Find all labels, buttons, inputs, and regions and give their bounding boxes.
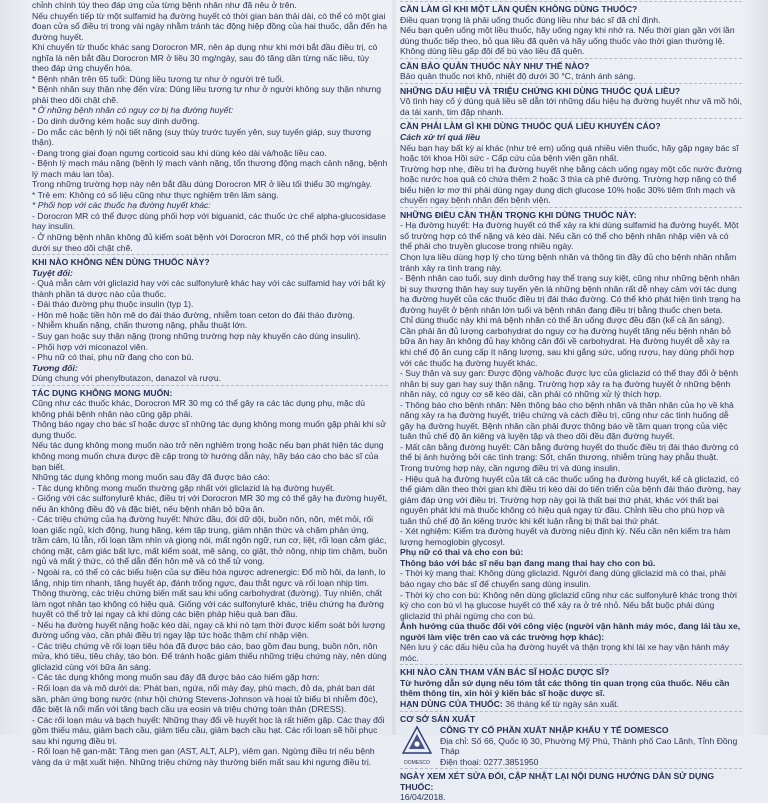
paragraph: - Rối loạn da và mô dưới da: Phát ban, ngứa, nổi mày đay, phù mạch, đỏ da, phát ban dát sần, phản ứng bọng nước (như hội chứng Stevens-Johnson và hoại tử biểu bì nhiễm độc), đặc biệt là nổi mẩn với tăng bạch cầu ưa eosin và triệu chứng toàn thân (DRESS). <box>32 683 378 715</box>
paragraph: Bảo quản thuốc nơi khô, nhiệt độ dưới 30 °C, tránh ánh sáng. <box>400 71 636 82</box>
section-divider <box>400 1 742 2</box>
paragraph: Chọn lựa liều dùng hợp lý cho từng bệnh nhân và thông tin đầy đủ cho bệnh nhân nhằm tránh xảy ra tình trạng này. <box>400 252 737 273</box>
section-divider <box>400 664 742 665</box>
paragraph: - Ở những bệnh nhân không đủ kiểm soát bệnh với Dorocron MR, có thể phối hợp với insulin dưới sự theo dõi chặt chẽ. <box>32 232 387 253</box>
section-divider <box>32 385 388 386</box>
paragraph: - Đang trong giai đoạn ngưng corticoid sau khi dùng kéo dài và/hoặc liều cao. <box>32 147 327 158</box>
paragraph: - Mất cân bằng đường huyết: Cân bằng đường huyết do thuốc điều trị đái tháo đường có thể bị ảnh hưởng bởi các tình trạng: Sốt, chấn thương, nhiễm trùng hay phẫu thuật. Trong trường hợp này, cần ngưng điều trị và dùng insulin. <box>400 441 739 473</box>
paragraph: - Tác dụng không mong muốn thường gặp nhất với gliclazid là hạ đường huyết. <box>32 482 335 493</box>
paragraph: Trường hợp nhẹ, điều trị hạ đường huyết nhẹ bằng cách uống ngay một cốc nước đường hoặc nước hoa quả có chứa thêm 2 hoặc 3 thìa cà phê đường. Trường hợp nặng có thể biểu hiện lơ mơ thì phải dùng ngay dung dịch glucose 10% hoặc 30% tiêm tĩnh mạch và chuyển ngay bệnh nhân đến bệnh viện. <box>400 163 742 206</box>
paragraph: Vô tình hay cố ý dùng quá liều sẽ dẫn tới những dấu hiệu hạ đường huyết như vã mồ hôi, da tái xanh, tim đập nhanh. <box>400 96 742 117</box>
paragraph: - Xét nghiệm: Kiểm tra đường huyết và đường niệu định kỳ. Nếu cần nên kiểm tra hàm lượng hemoglobin glycosyl. <box>400 526 731 547</box>
section-heading: KHI NÀO CẦN THAM VẤN BÁC SĨ HOẶC DƯỢC SĨ? <box>400 667 610 678</box>
bold-paragraph: Ảnh hưởng của thuốc đối với công việc (người vận hành máy móc, đang lái tàu xe, người làm việc trên cao và các trường hợp khác): <box>400 621 741 642</box>
paragraph: Thông báo ngay cho bác sĩ hoặc dược sĩ những tác dụng không mong muốn gặp phải khi sử dụng thuốc. <box>32 419 386 440</box>
paragraph: * Bệnh nhân trên 65 tuổi: Dùng liều tương tự như ở người trẻ tuổi. <box>32 73 285 84</box>
bold-paragraph: Từ hướng dẫn sử dụng nếu tóm tắt các thông tin quan trọng của thuốc. Nếu cần thêm thông tin, xin hỏi ý kiến bác sĩ hoặc dược sĩ. <box>400 677 730 699</box>
section-divider <box>400 207 742 208</box>
paragraph: Nếu bạn quên uống một liều thuốc, hãy uống ngay khi nhớ ra. Nếu thời gian gần với lần dùng thuốc tiếp theo, bỏ qua liều đã quên và hãy uống thuốc vào thời gian thường lệ. Không dùng liều gấp đôi để bù vào liều đã quên. <box>400 25 735 57</box>
subheading: * Ở những bệnh nhân có nguy cơ bị hạ đường huyết: <box>32 105 234 116</box>
paragraph: - Nhiễm khuẩn nặng, chấn thương nặng, phẫu thuật lớn. <box>32 320 248 331</box>
paragraph: Chỉ dùng thuốc này khi mà bệnh nhân có thể ăn uống được đều đặn (kể cả ăn sáng). Cần phải ăn đủ lượng carbohydrat do nguy cơ hạ đường huyết tăng nếu bệnh nhân bỏ bữa ăn hay ăn không đủ hay không cân đối về carbohydrat. Hạ đường huyết dễ xảy ra khi chế độ ăn cung cấp ít năng lượng, sau khi gắng sức, uống rượu, hay dùng phối hợp với các thuốc hạ đường huyết khác. <box>400 315 735 368</box>
page-fold-left <box>0 0 30 735</box>
paragraph: - Ngoài ra, có thể có các biểu hiện của sự điều hòa ngược adrenergic: Đổ mồ hôi, da lạnh, lo lắng, nhịp tim nhanh, tăng huyết áp, đánh trống ngực, đau thắt ngực và rối loạn nhịp tim. <box>32 566 386 588</box>
paragraph: - Đái tháo đường phụ thuộc insulin (typ 1). <box>32 299 194 310</box>
paragraph: - Các triệu chứng của hạ đường huyết: Nhức đầu, đói dữ dội, buồn nôn, nôn, mệt mỏi, rối loạn giấc ngủ, kích động, hung hăng, kém tập trung, giảm nhận thức và chậm phản ứng, trầm cảm, lú lẫn, rối loạn tầm nhìn và giọng nói, mất ngôn ngữ, run cơ, liệt, rối loạn cảm giác, chóng mặt, cảm giác bất lực, mất kiểm soát, mê sảng, co giật, thở nông, nhịp tim chậm, buồn ngủ và mất ý thức, có thể dẫn đến hôn mê và có thể tử vong. <box>32 514 388 567</box>
subheading: Tuyệt đối: <box>32 267 73 278</box>
paragraph: - Hiệu quả hạ đường huyết của tất cả các thuốc uống hạ đường huyết, kể cả gliclazid, có thể giảm dần theo thời gian khi điều trị kéo dài do tiến triển của bệnh đái tháo đường, hay giảm đáp ứng với điều trị. Trường hợp này gọi là thất bại thứ phát, khác với thất bại nguyên phát khi mà thuốc không có hiệu quả ngay từ đầu. Chỉnh liều cho phù hợp và tuân thủ chế độ ăn kiêng trước khi kết luận rằng bị thất bại thứ phát. <box>400 473 741 526</box>
bold-paragraph: Thông báo với bác sĩ nếu bạn đang mang thai hay cho con bú. <box>400 557 656 568</box>
subheading: Tương đối: <box>32 362 78 373</box>
paragraph: - Các rối loạn máu và bạch huyết: Những thay đổi về huyết học là rất hiếm gặp. Các thay đổi gồm thiếu máu, giảm bạch cầu, giảm tiểu cầu, giảm bạch cầu hạt. Các rối loạn sẽ hồi phục sau khi ngưng điều trị. <box>32 714 385 746</box>
paragraph: * Bệnh nhân suy thận nhẹ đến vừa: Dùng liều tương tự như ở người không suy thận nhưng phải theo dõi chặt chẽ. <box>32 84 382 105</box>
section-divider <box>32 254 388 255</box>
paragraph: - Thời kỳ mang thai: Không dùng gliclazid. Người đang dùng gliclazid mà có thai, phải báo ngay cho bác sĩ để chuyển sang dùng insulin. <box>400 568 726 589</box>
paragraph: - Quá mẫn cảm với gliclazid hay với các sulfonylurê khác hay với các sulfamid hay với bất kỳ thành phần tá dược nào của thuốc. <box>32 278 386 299</box>
paragraph: Những tác dụng không mong muốn sau đây đã được báo cáo: <box>32 472 270 483</box>
manufacturer-name: CÔNG TY CỔ PHẦN XUẤT NHẬP KHẨU Y TẾ DOMESCO <box>440 725 669 736</box>
paragraph: - Rối loạn hệ gan-mật: Tăng men gan (AST, ALT, ALP), viêm gan. Ngừng điều trị nếu bệnh vàng da ứ mật xuất hiện. Những triệu chứng này thường biến mất sau khi ngưng điều trị. <box>32 746 375 767</box>
section-heading: CẦN BẢO QUẢN THUỐC NÀY NHƯ THẾ NÀO? <box>400 60 590 71</box>
manufacturer-contact: Địa chỉ: Số 66, Quốc lộ 30, Phường Mỹ Phú, Thành phố Cao Lãnh, Tỉnh Đồng Tháp <box>440 735 738 757</box>
paragraph: - Các triệu chứng về rối loạn tiêu hóa đã được báo cáo, bao gồm đau bụng, buồn nôn, nôn mửa, khó tiêu, tiêu chảy, táo bón. Để tránh hoặc giảm thiểu những triệu chứng này, nên dùng gliclazid cùng với bữa ăn sáng. <box>32 640 387 672</box>
paragraph: Nếu tác dụng không mong muốn nào trở nên nghiêm trọng hoặc nếu bạn phát hiện tác dụng không mong muốn chưa được đề cập trong tờ hướng dẫn này, hãy báo cáo cho bác sĩ của bạn biết. <box>32 440 384 472</box>
domesco-logo-icon <box>400 725 434 766</box>
paragraph: - Giống với các sulfonylurê khác, điều trị với Dorocron MR 30 mg có thể gây hạ đường huyết, nếu ăn không điều độ và đặc biệt, nếu bệnh nhân bỏ bữa ăn. <box>32 493 388 514</box>
paragraph: - Phối hợp với miconazol viên. <box>32 341 148 352</box>
paragraph: - Bệnh lý mạch máu nặng (bệnh lý mạch vành nặng, tổn thương động mạch cảnh nặng, bệnh lý mạch máu lan tỏa). <box>32 158 388 179</box>
paragraph: Nếu chuyển tiếp từ một sulfamid hạ đường huyết có thời gian bán thải dài, có thể có một giai đoạn cửa sổ điều trị trong vài ngày nhằm tránh tác động hiệp đồng của hai thuốc, dẫn đến hạ đường huyết. <box>32 10 388 42</box>
paragraph: - Suy gan hoặc suy thận nặng (trong những trường hợp này khuyến cáo dùng insulin). <box>32 330 361 341</box>
paragraph: - Bệnh nhân cao tuổi, suy dinh dưỡng hay thể trạng suy kiệt, cũng như những bệnh nhân bị suy thượng thận hay suy tuyến yên là những bệnh nhân rất dễ nhạy cảm với tác dụng hạ đường huyết của các thuốc điều trị đái tháo đường. Có thể khó phát hiện tình trạng hạ đường huyết ở bệnh nhân lớn tuổi và bệnh nhân đang điều trị bằng thuốc chẹn beta. <box>400 273 741 315</box>
paragraph: - Suy thận và suy gan: Được động và/hoặc được lực của gliclazid có thể thay đổi ở bệnh nhân bị suy gan hay suy thận nặng. Trường hợp xảy ra hạ đường huyết ở những bệnh nhân này, có nguy cơ sẽ kéo dài, cần phải có những xử lý thích hợp. <box>400 368 738 400</box>
section-heading: NGÀY XEM XÉT SỬA ĐỔI, CẬP NHẬT LẠI NỘI DUNG HƯỚNG DẪN SỬ DỤNG THUỐC: <box>400 771 715 792</box>
manufacturer-contact: Điện thoại: 0277.3851950 <box>440 756 539 767</box>
paragraph: Thông thường, các triệu chứng biến mất sau khi uống carbohydrat (đường). Tuy nhiên, chất làm ngọt nhân tạo không có hiệu quả. Giống với các sulfonylurê khác, triệu chứng hạ đường huyết có thể trở lại ngay cả khi dùng các biện pháp hiệu quả ban đầu. <box>32 588 384 620</box>
paragraph: - Dorocron MR có thể được dùng phối hợp với biguanid, các thuốc ức chế alpha-glucosidase hay insulin. <box>32 210 386 232</box>
expiry-value: 36 tháng kể từ ngày sản xuất. <box>502 699 619 709</box>
section-divider <box>400 768 742 769</box>
paragraph: Nếu bạn hay bất kỳ ai khác (như trẻ em) uống quá nhiều viên thuốc, hãy gặp ngay bác sĩ hoặc tới khoa Hồi sức - Cấp cứu của bệnh viện gần nhất. <box>400 142 739 164</box>
paragraph: 16/04/2018. <box>400 792 446 803</box>
paragraph: Khi chuyển từ thuốc khác sang Dorocron MR, nên áp dụng như khi mới bắt đầu điều trị, có nghĩa là nên bắt đầu Dorocron MR ở liều 30 mg/ngày, sau đó tăng dần từng nấc liều, tùy theo đáp ứng chuyển hóa. <box>32 42 378 74</box>
section-heading: NHỮNG ĐIỀU CẦN THẬN TRỌNG KHI DÙNG THUỐC NÀY: <box>400 209 637 220</box>
paragraph: - Hạ đường huyết: Hạ đường huyết có thể xảy ra khi dùng sulfamid hạ đường huyết. Một số trường hợp có thể nặng và kéo dài. Nếu cần có thể cho bệnh nhân nhập viện và có thể phải cho truyền glucose trong nhiều ngày. <box>400 220 739 252</box>
paragraph: Nên lưu ý các dấu hiệu của hạ đường huyết và thận trọng khi lái xe hay vận hành máy móc. <box>400 642 730 663</box>
bold-paragraph: Phụ nữ có thai và cho con bú: <box>400 547 524 558</box>
section-heading: CẦN PHẢI LÀM GÌ KHI DÙNG THUỐC QUÁ LIỀU KHUYẾN CÁO? <box>400 121 661 132</box>
expiry-line <box>400 699 742 710</box>
section-divider <box>400 58 742 59</box>
paragraph: - Hôn mê hoặc tiền hôn mê do đái tháo đường, nhiễm toan ceton do đái tháo đường. <box>32 309 355 320</box>
section-divider <box>400 118 742 119</box>
paragraph: Cũng như các thuốc khác, Dorocron MR 30 mg có thể gây ra các tác dụng phụ, mặc dù không phải bệnh nhân nào cũng gặp phải. <box>32 398 365 419</box>
section-divider <box>400 711 742 712</box>
paragraph: - Thông báo cho bệnh nhân: Nên thông báo cho bệnh nhân và thân nhân của họ về khả năng xảy ra hạ đường huyết, triệu chứng và cách điều trị, cũng như các tình huống dễ gây hạ đường huyết. Bệnh nhân cần phải được thông báo về tầm quan trọng của việc tuân thủ chế độ ăn kiêng và luyện tập và theo dõi đều đặn đường huyết. <box>400 399 734 442</box>
page-fold-right <box>744 0 768 735</box>
paragraph: - Do mắc các bệnh lý nội tiết nặng (suy thùy trước tuyến yên, suy tuyến giáp, suy thượng thận). <box>32 126 372 148</box>
section-heading: CƠ SỞ SẢN XUẤT <box>400 713 476 724</box>
logo-caption: DOMESCO <box>404 759 430 766</box>
expiry-label: HẠN DÙNG CỦA THUỐC: <box>400 699 503 709</box>
paragraph: - Nếu hạ đường huyết nặng hoặc kéo dài, ngay cả khi nó tạm thời được kiểm soát bởi lượng đường uống vào, cần phải điều trị ngay lập tức hoặc thậm chí nhập viện. <box>32 619 386 641</box>
right-column <box>400 0 742 803</box>
paragraph: - Thời kỳ cho con bú: Không nên dùng gliclazid cũng như các sulfonylurê khác trong thời kỳ cho con bú vì hạ glucose huyết có thể xảy ra ở trẻ nhỏ. Nếu bắt buộc phải dùng gliclazid thì phải ngừng cho con bú. <box>400 589 737 621</box>
section-heading: NHỮNG DẤU HIỆU VÀ TRIỆU CHỨNG KHI DÙNG THUỐC QUÁ LIỀU? <box>400 85 681 96</box>
paragraph: - Các tác dụng không mong muốn sau đây đã được báo cáo hiếm gặp hơn: <box>32 672 320 683</box>
paragraph: - Do dinh dưỡng kém hoặc suy dinh dưỡng. <box>32 116 200 127</box>
section-divider <box>400 83 742 84</box>
section-heading: KHI NÀO KHÔNG NÊN DÙNG THUỐC NÀY? <box>32 257 210 268</box>
section-heading: CẦN LÀM GÌ KHI MỘT LẦN QUÊN KHÔNG DÙNG THUỐC? <box>400 4 638 14</box>
paragraph: chỉnh chính tùy theo đáp ứng của từng bệnh nhân như đã nêu ở trên. <box>32 0 297 10</box>
paragraph: - Phụ nữ có thai, phụ nữ đang cho con bú. <box>32 352 194 363</box>
paragraph: Trong những trường hợp này nên bắt đầu dùng Dorocron MR ở liều tối thiểu 30 mg/ngày. <box>32 179 372 190</box>
paragraph: * Trẻ em: Không có số liệu cũng như thực nghiệm trên lâm sàng. <box>32 189 279 200</box>
subheading: Cách xử trí quá liều <box>400 132 481 143</box>
subheading: * Phối hợp với các thuốc hạ đường huyết khác: <box>32 200 211 211</box>
left-column <box>32 0 388 767</box>
paragraph: Điều quan trọng là phải uống thuốc đúng liều như bác sĩ đã chỉ định. <box>400 14 661 25</box>
section-heading: TÁC DỤNG KHÔNG MONG MUỐN: <box>32 387 173 398</box>
column-gutter <box>392 0 396 735</box>
paragraph: Dùng chung với phenylbutazon, danazol và rượu. <box>32 373 222 384</box>
